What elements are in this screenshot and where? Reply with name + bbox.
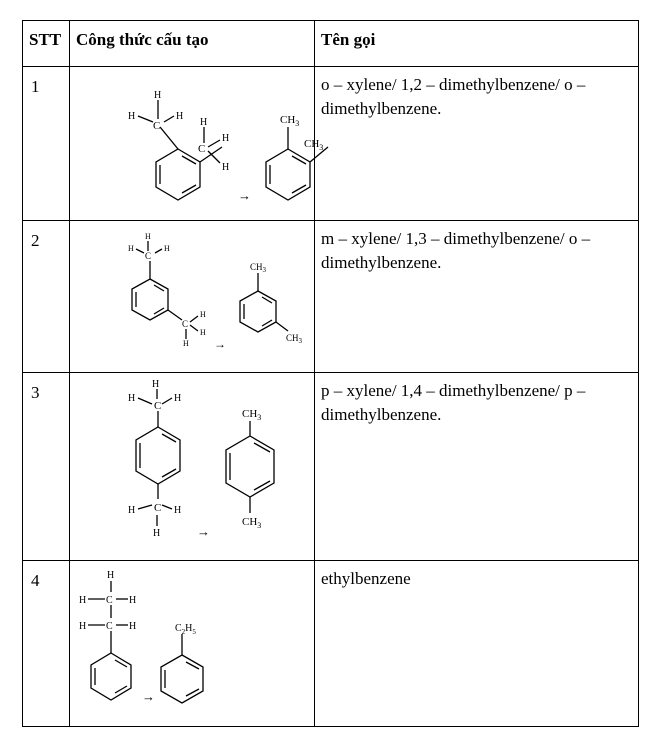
atom-label: H [145,232,151,241]
header-name: Tên gọi [315,21,639,67]
ethylbenzene-structure [70,561,314,726]
p-xylene-structure [70,373,314,560]
atom-label: C [145,251,152,261]
atom-label: H [128,393,136,404]
bond-line [168,310,182,320]
bond-line [190,325,198,331]
compound-name: p – xylene/ 1,4 – dimethylbenzene/ p – dimethylbenzene. [315,373,639,561]
atom-label: H [200,328,206,337]
atom-label: $CH_3$ [242,516,262,530]
bond-line [138,505,152,509]
bond-line [160,127,178,149]
bond-line [138,398,152,404]
bond-line [240,291,276,332]
compound-name: ethylbenzene [315,561,639,727]
bond-line [266,149,310,200]
isomer-table [22,20,639,727]
bond-line [182,156,196,164]
structure-cell [70,561,315,727]
benzene-ring-expanded [156,149,200,200]
atom-label: H [176,111,184,122]
structure-cell [70,67,324,221]
atom-label: H [200,117,208,128]
atom-label: H [174,505,182,516]
benzene-ring-expanded [132,279,168,320]
atom-label: C [106,621,113,632]
bond-line [292,156,306,164]
row-number: 2 [23,221,70,373]
carbon-label: C [153,120,161,132]
bond-line [162,469,176,477]
atom-label: H [128,244,134,253]
bond-line [136,249,144,253]
atom-label: $CH_3$ [242,408,262,422]
atom-label: $C_2H_5$ [175,623,196,636]
bond-line [254,481,270,490]
row-number: 3 [23,373,70,561]
benzene-ring-condensed [161,655,203,703]
benzene-ring-condensed [266,149,310,200]
atom-label: H [164,244,170,253]
o-xylene-structure [70,67,324,220]
row-number: 4 [23,561,70,727]
benzene-ring-expanded [136,427,180,484]
row-number: 1 [23,67,70,221]
table-row [23,221,639,373]
compound-name: o – xylene/ 1,2 – dimethylbenzene/ o – dimethylbenzene. [315,67,639,221]
atom-label: $CH_3$ [286,333,303,345]
atom-label: H [79,595,87,606]
atom-label: H [153,528,161,539]
header-structure: Công thức cấu tạo [70,21,315,67]
bond-line [132,279,168,320]
atom-label: H [222,133,230,144]
benzene-ring-condensed [240,291,276,332]
atom-label: $CH_3$ [250,262,267,274]
bond-line [276,322,288,331]
arrow-icon: → [238,188,251,203]
bond-line [161,655,203,703]
bond-line [162,434,176,442]
atom-label: H [154,90,162,101]
atom-label: H [79,621,87,632]
bond-line [136,427,180,484]
bond-line [91,653,131,700]
atom-label: H [128,111,136,122]
header-row [23,21,639,67]
bond-line [208,140,220,147]
bond-line [156,149,200,200]
table-row [23,67,639,221]
table-row [23,561,639,727]
atom-label: H [129,621,137,632]
atom-label: C [154,400,162,412]
bond-line [182,185,196,193]
bond-line [254,443,270,452]
atom-label: C [198,143,206,155]
atom-label: H [200,310,206,319]
atom-label: $CH_3$ [280,114,300,128]
bond-line [164,116,174,122]
benzene-ring-expanded [91,653,131,700]
header-stt: STT [23,21,70,67]
arrow-icon: → [142,689,155,704]
atom-label: H [222,162,230,173]
bond-line [162,505,172,509]
compound-name: m – xylene/ 1,3 – dimethylbenzene/ o – dimethylbenzene. [315,221,639,373]
bond-line [162,398,172,404]
bond-line [190,316,198,322]
bond-line [226,436,274,497]
atom-label: H [128,505,136,516]
atom-label: C [182,319,189,329]
atom-label: H [174,393,182,404]
atom-label: C [106,595,113,606]
structure-cell [70,221,315,373]
atom-label: H [129,595,137,606]
arrow-icon: → [197,524,210,539]
structure-cell [70,373,315,561]
m-xylene-structure [70,221,314,372]
bond-line [292,185,306,193]
benzene-ring-condensed [226,436,274,497]
atom-label: H [152,379,160,390]
atom-label: H [183,339,189,348]
table-row [23,373,639,561]
arrow-icon: → [214,337,226,351]
atom-label: C [154,502,162,514]
methyl-label: $CH_3$ [304,138,324,152]
bond-line [138,116,153,122]
bond-line [155,249,162,253]
atom-label: H [107,570,115,581]
